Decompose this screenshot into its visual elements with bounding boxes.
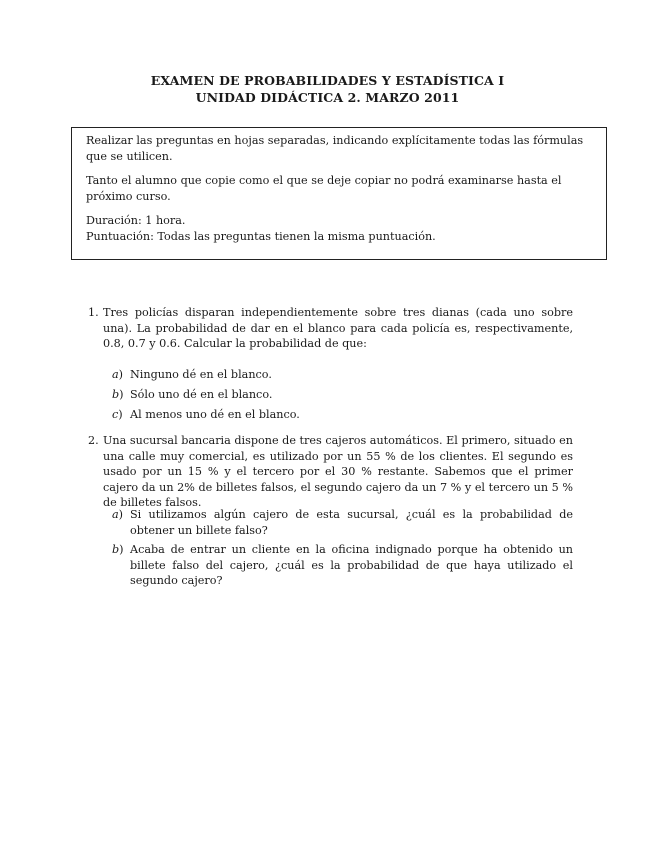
question-statement: Tres policías disparan independientemente sobre tres dianas (cada uno sobre una). La probabilidad de dar en el blanco para cada policía es, respectivamente, 0.8, 0.7 y 0.6. Calcular la probabilidad de que: (103, 306, 573, 350)
instructions-paragraph-1: Realizar las preguntas en hojas separadas, indicando explícitamente todas las fórmulas que se utilicen. (86, 134, 584, 163)
part-text: Ninguno dé en el blanco. (130, 368, 272, 381)
part-label: c) (112, 408, 123, 421)
question-statement: Una sucursal bancaria dispone de tres cajeros automáticos. El primero, situado en una calle muy comercial, es utilizado por un 55 % de los clientes. El segundo es usado por un 15 % y el tercero por el 30 % restante. Sabemos que el primer cajero da un 2% de billetes falsos, el segundo cajero da un 7 % y el tercero un 5 % de billetes falsos. (103, 434, 573, 509)
instructions-box (71, 127, 607, 260)
part-label: a) (112, 368, 124, 381)
part-text: Si utilizamos algún cajero de esta sucursal, ¿cuál es la probabilidad de obtener un billete falso? (130, 508, 573, 537)
part-text: Sólo uno dé en el blanco. (130, 388, 273, 401)
part-text: Acaba de entrar un cliente en la oficina indignado porque ha obtenido un billete falso del cajero, ¿cuál es la probabilidad de que haya utilizado el segundo cajero? (130, 543, 573, 587)
duration-text: Duración: 1 hora. (86, 214, 186, 227)
part-label: b) (112, 543, 124, 556)
part-text: Al menos uno dé en el blanco. (130, 408, 300, 421)
question-number: 1. (88, 306, 99, 319)
exam-title-line2: UNIDAD DIDÁCTICA 2. MARZO 2011 (195, 90, 460, 105)
part-label: a) (112, 508, 124, 521)
exam-title (0, 72, 655, 106)
instructions-paragraph-2: Tanto el alumno que copie como el que se deje copiar no podrá examinarse hasta el próximo curso. (86, 174, 562, 203)
question-number: 2. (88, 434, 99, 447)
exam-title-line1: EXAMEN DE PROBABILIDADES Y ESTADÍSTICA I (150, 73, 505, 88)
part-label: b) (112, 388, 124, 401)
scoring-text: Puntuación: Todas las preguntas tienen la misma puntuación. (86, 229, 436, 243)
